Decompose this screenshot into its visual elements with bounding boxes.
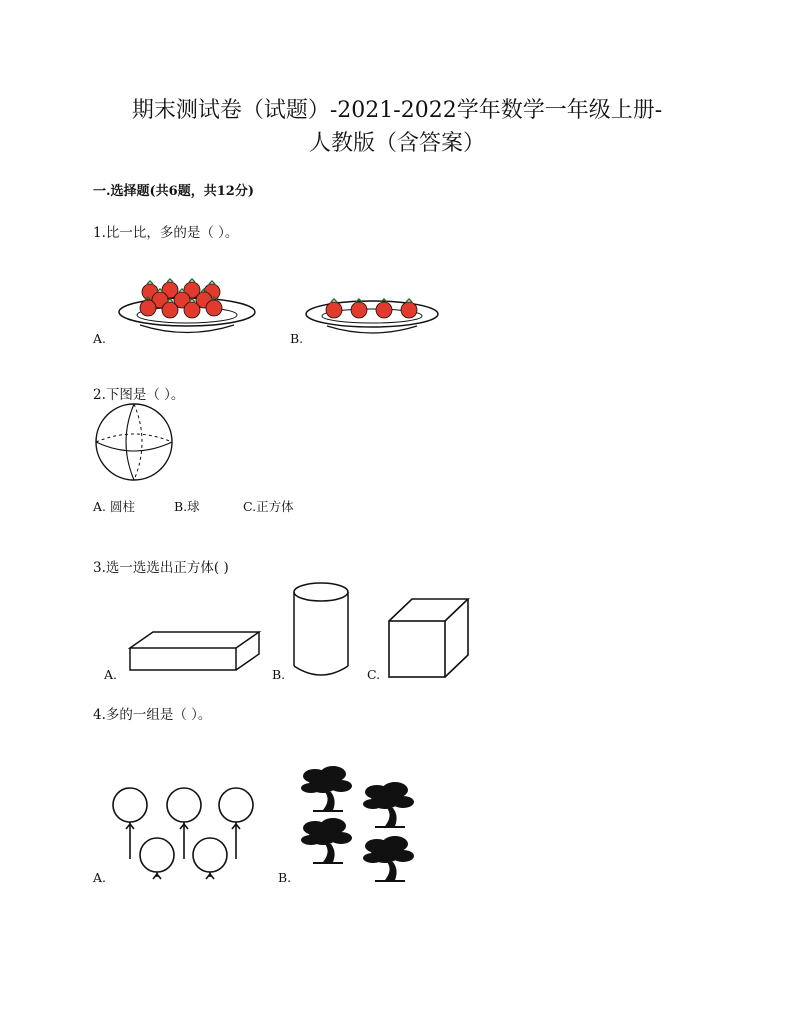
- question-4-text: 4.多的一组是（ ）。: [93, 707, 212, 723]
- tree-icon: [363, 836, 414, 881]
- tree-icon: [363, 782, 414, 827]
- tomato-icon: [162, 302, 178, 318]
- tomato-icon: [351, 302, 367, 318]
- question-1-text: 1.比一比，多的是（ ）。: [93, 225, 239, 241]
- sphere-figure: [93, 402, 175, 482]
- tomato-icon: [326, 302, 342, 318]
- cylinder-figure: [290, 580, 352, 680]
- page-title-line-2: 人教版（含答案）: [308, 131, 485, 156]
- balloons-group: [110, 783, 260, 879]
- question-2-option-b[interactable]: B.球: [174, 499, 200, 514]
- cube-figure: [386, 596, 472, 680]
- plate-with-many-tomatoes: [110, 270, 265, 345]
- tomato-icon: [206, 300, 222, 316]
- balloon-icon: [193, 838, 227, 879]
- question-2-option-c[interactable]: C.正方体: [243, 499, 294, 514]
- question-3-option-a[interactable]: A.: [104, 667, 118, 682]
- plate-with-few-tomatoes: [302, 290, 442, 345]
- question-2-text: 2.下图是（ ）。: [93, 387, 185, 403]
- trees-group: [297, 760, 427, 878]
- cuboid-figure: [125, 628, 265, 676]
- question-1-option-b[interactable]: B.: [290, 331, 304, 346]
- question-2-option-a[interactable]: A. 圆柱: [93, 499, 135, 514]
- balloon-icon: [219, 788, 253, 859]
- page-title-line-1: 期末测试卷（试题）-2021-2022学年数学一年级上册-: [131, 98, 663, 123]
- balloon-icon: [140, 838, 174, 879]
- tree-icon: [301, 818, 352, 863]
- question-1-option-a[interactable]: A.: [93, 331, 107, 346]
- question-3-option-b[interactable]: B.: [272, 667, 286, 682]
- question-3-option-c[interactable]: C.: [367, 667, 381, 682]
- section-heading: 一.选择题(共6题，共12分): [93, 184, 254, 199]
- tomato-icon: [140, 300, 156, 316]
- question-3-text: 3.选一选选出正方体( ): [93, 560, 229, 576]
- tree-icon: [301, 766, 352, 811]
- question-4-option-b[interactable]: B.: [278, 870, 292, 885]
- question-4-option-a[interactable]: A.: [93, 870, 107, 885]
- tomato-icon: [376, 302, 392, 318]
- tomato-icon: [401, 302, 417, 318]
- tomato-icon: [184, 302, 200, 318]
